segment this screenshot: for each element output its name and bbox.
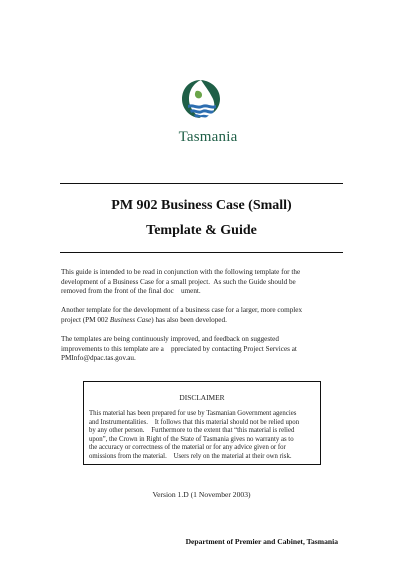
disclaimer-heading: DISCLAIMER bbox=[179, 393, 225, 402]
disclaimer-line: upon”, the Crown in Right of the State of Tasmania gives no warranty as to bbox=[89, 435, 294, 443]
paragraph-line: This guide is intended to be read in conjunction with the following template for the bbox=[61, 268, 301, 276]
paragraph-line: removed from the front of the final doc ument. bbox=[61, 287, 201, 295]
department-label: Department of Premier and Cabinet, Tasmania bbox=[185, 537, 338, 546]
paragraph-line: project (PM 002 Business Case) has also been developed. bbox=[61, 315, 227, 324]
bottom-divider bbox=[60, 252, 343, 253]
version-label: Version 1.D (1 November 2003) bbox=[152, 490, 251, 499]
tasmania-logo bbox=[168, 78, 248, 150]
disclaimer-line: and Instrumentalities. It follows that this material should not be relied upon bbox=[89, 418, 300, 426]
document-title: PM 902 Business Case (Small) bbox=[111, 198, 292, 213]
intro-paragraph bbox=[61, 268, 346, 297]
logo-wordmark: Tasmania bbox=[178, 129, 238, 145]
disclaimer-text bbox=[89, 410, 319, 462]
disclaimer-line: by any other person. Furthermore to the extent that “this material is relied bbox=[89, 427, 295, 435]
document-subtitle: Template & Guide bbox=[146, 223, 257, 238]
disclaimer-line: the accuracy or correctness of the material or for any advice given or for bbox=[89, 444, 286, 452]
top-divider bbox=[60, 183, 343, 184]
disclaimer-line: omissions from the material. Users rely on the material at their own risk. bbox=[89, 452, 292, 460]
disclaimer-line: This material has been prepared for use by Tasmanian Government agencies bbox=[89, 410, 297, 417]
paragraph-line: development of a Business Case for a small project. As such the Guide should be bbox=[61, 277, 296, 286]
tasmania-emblem-icon bbox=[180, 78, 222, 120]
contact-email: PMInfo@dpac.tas.gov.au. bbox=[61, 354, 136, 362]
related-template-paragraph bbox=[61, 306, 346, 325]
paragraph-line: improvements to this template are a ppreciated by contacting Project Services at bbox=[61, 344, 297, 353]
feedback-paragraph bbox=[61, 335, 346, 364]
paragraph-line: The templates are being continuously improved, and feedback on suggested bbox=[61, 335, 279, 343]
paragraph-line: Another template for the development of a business case for a larger, more complex bbox=[61, 306, 303, 314]
disclaimer-box bbox=[83, 381, 321, 465]
